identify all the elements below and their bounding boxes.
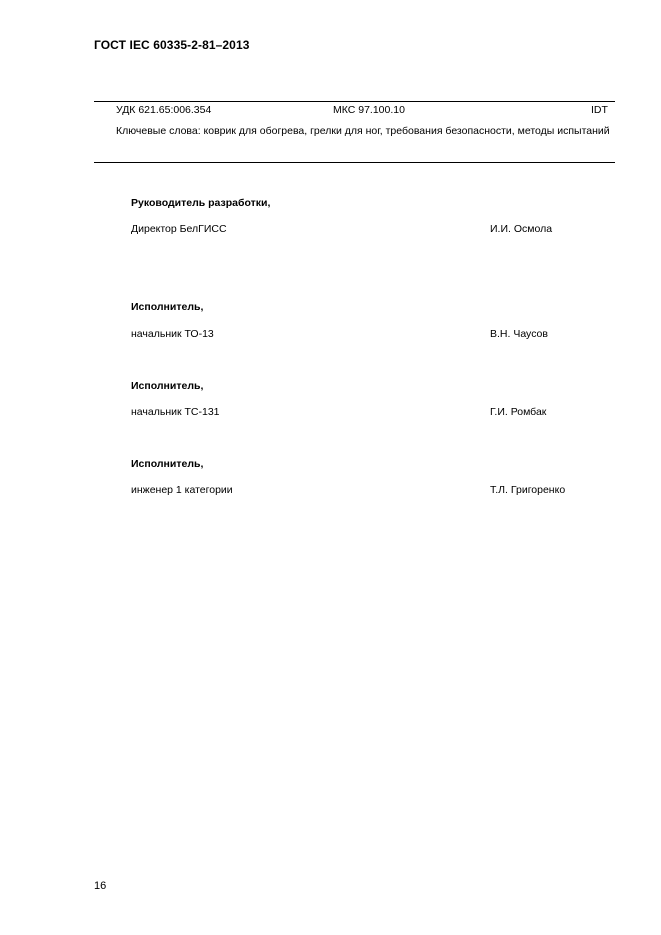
keywords-text: Ключевые слова: коврик для обогрева, грелки для ног, требования безопасности, методы испытаний [116, 125, 610, 137]
contributor-name-lead: И.И. Осмола [490, 223, 553, 235]
contributor-heading-4: Исполнитель, [131, 458, 204, 470]
contributor-role-lead: Директор БелГИСС [131, 223, 227, 235]
contributor-name-3: Г.И. Ромбак [490, 406, 547, 418]
page-number: 16 [94, 880, 107, 892]
contributor-role-4: инженер 1 категории [131, 484, 233, 496]
contributor-role-3: начальник ТС-131 [131, 406, 220, 418]
top-divider [94, 101, 615, 102]
contributor-name-4: Т.Л. Григоренко [490, 484, 566, 496]
mks-code: МКС 97.100.10 [333, 104, 405, 116]
contributor-heading-2: Исполнитель, [131, 301, 204, 313]
contributor-heading-3: Исполнитель, [131, 380, 204, 392]
bottom-divider [94, 162, 615, 163]
udk-code: УДК 621.65:006.354 [116, 104, 212, 116]
contributor-name-2: В.Н. Чаусов [490, 328, 548, 340]
contributor-heading-lead: Руководитель разработки, [131, 197, 271, 209]
contributor-role-2: начальник ТО-13 [131, 328, 214, 340]
idt-mark: IDT [591, 104, 608, 116]
document-header-title: ГОСТ IEC 60335-2-81–2013 [94, 38, 250, 52]
